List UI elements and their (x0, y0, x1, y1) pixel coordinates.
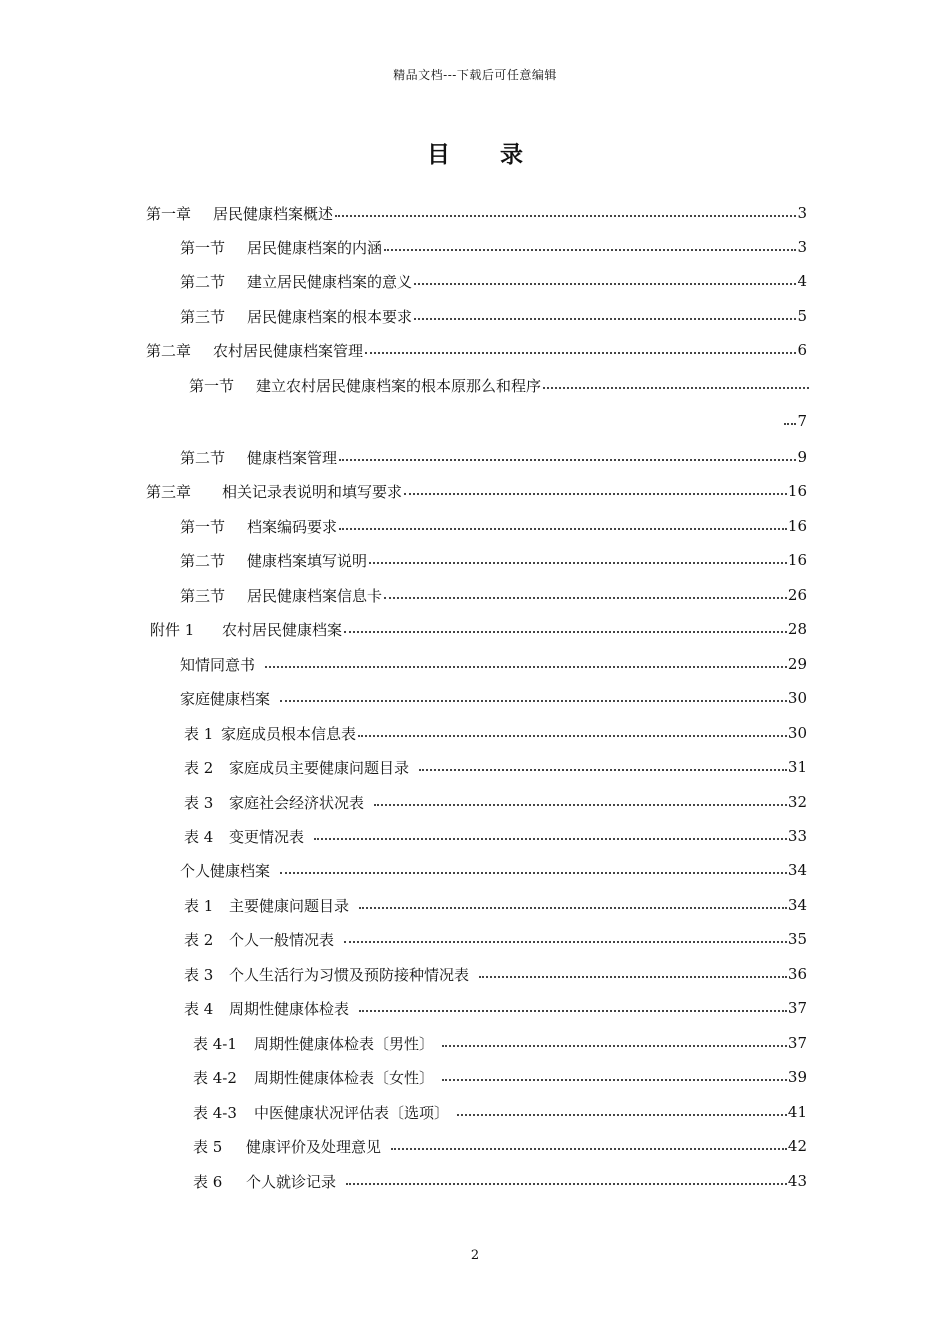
leader-dots (784, 423, 796, 425)
leader-dots (344, 631, 787, 633)
leader-dots (359, 907, 787, 909)
leader-dots (457, 1114, 787, 1116)
toc-entry-title: 家庭成员主要健康问题目录 (229, 758, 410, 777)
toc-entry[interactable] (184, 755, 807, 779)
toc-entry-title: 周期性健康体检表〔女性〕 (254, 1068, 435, 1087)
leader-dots (404, 493, 787, 495)
toc-entry-number: 表 6 (193, 1172, 223, 1191)
toc-entry-page: 34 (787, 861, 807, 879)
toc-entry-page: 7 (797, 412, 807, 430)
toc-entry-title: 周期性健康体检表 (229, 999, 350, 1018)
leader-dots (391, 1148, 787, 1150)
toc-entry-page: 30 (787, 724, 807, 742)
leader-dots (414, 283, 796, 285)
title-char-1: 目 (427, 141, 450, 168)
toc-entry-number: 表 5 (193, 1137, 223, 1156)
toc-entry[interactable] (193, 1134, 807, 1158)
leader-dots (339, 528, 787, 530)
toc-entry-number: 第二章 (146, 341, 192, 360)
toc-entry[interactable] (146, 338, 807, 362)
toc-entry-page: 5 (797, 307, 807, 325)
toc-entry-title: 家庭成员根本信息表 (221, 724, 357, 743)
toc-entry-page: 3 (797, 238, 807, 256)
toc-entry-title: 农村居民健康档案 (222, 620, 343, 639)
leader-dots (358, 735, 787, 737)
leader-dots (442, 1045, 787, 1047)
toc-entry-title: 家庭健康档案 (180, 689, 271, 708)
toc-entry-page: 16 (787, 551, 807, 569)
toc-entry-number: 附件 1 (150, 620, 195, 639)
toc-entry-title: 建立农村居民健康档案的根本原那么和程序 (256, 376, 542, 395)
leader-dots (339, 459, 796, 461)
toc-entry-page: 29 (787, 655, 807, 673)
leader-dots (442, 1079, 787, 1081)
toc-entry-number: 第一节 (189, 376, 235, 395)
leader-dots (335, 215, 796, 217)
toc-entry-page: 34 (787, 896, 807, 914)
leader-dots (543, 387, 809, 389)
toc-entry-title: 居民健康档案的根本要求 (247, 307, 413, 326)
leader-dots (414, 318, 796, 320)
toc-entry-page: 30 (787, 689, 807, 707)
toc-entry-number: 表 2 (184, 758, 214, 777)
toc-entry[interactable] (193, 1065, 807, 1089)
leader-dots (384, 597, 787, 599)
toc-entry[interactable] (180, 652, 807, 676)
toc-entry[interactable] (180, 269, 807, 293)
toc-entry-title: 居民健康档案信息卡 (247, 586, 383, 605)
toc-entry-page: 36 (787, 965, 807, 983)
toc-entry-title: 个人生活行为习惯及预防接种情况表 (229, 965, 470, 984)
toc-entry-page: 39 (787, 1068, 807, 1086)
toc-entry-page: 41 (787, 1103, 807, 1121)
toc-entry-title: 健康档案管理 (247, 448, 338, 467)
toc-entry-page: 26 (787, 586, 807, 604)
leader-dots (419, 769, 787, 771)
toc-entry-number: 表 4 (184, 999, 214, 1018)
toc-entry[interactable] (184, 893, 807, 917)
leader-dots (479, 976, 787, 978)
toc-entry[interactable] (184, 962, 807, 986)
toc-entry-number: 第三章 (146, 482, 192, 501)
toc-entry[interactable] (184, 790, 807, 814)
toc-entry-number: 第二节 (180, 551, 226, 570)
toc-entry-title: 个人健康档案 (180, 861, 271, 880)
page-number: 2 (470, 1248, 480, 1263)
toc-entry[interactable] (180, 304, 807, 328)
toc-entry-number: 表 3 (184, 965, 214, 984)
toc-entry-title: 主要健康问题目录 (229, 896, 350, 915)
toc-entry-title: 个人一般情况表 (229, 930, 335, 949)
toc-entry-number: 第一章 (146, 204, 192, 223)
toc-entry-number: 表 3 (184, 793, 214, 812)
leader-dots (314, 838, 787, 840)
page-header: 精品文档---下载后可任意编辑 (393, 68, 557, 82)
toc-entry-title: 农村居民健康档案管理 (213, 341, 364, 360)
toc-entry[interactable] (180, 445, 807, 469)
toc-entry-number: 表 4-3 (193, 1103, 237, 1122)
toc-entry-page: 9 (797, 448, 807, 466)
toc-entry-page: 42 (787, 1137, 807, 1155)
toc-entry-number: 表 1 (184, 896, 214, 915)
toc-entry-continuation[interactable] (782, 409, 807, 433)
toc-entry[interactable] (180, 583, 807, 607)
toc-entry[interactable] (193, 1169, 807, 1193)
toc-entry-title: 健康档案填写说明 (247, 551, 368, 570)
toc-entry-title: 变更情况表 (229, 827, 305, 846)
toc-entry-title: 居民健康档案的内涵 (247, 238, 383, 257)
leader-dots (346, 1183, 787, 1185)
toc-entry-page: 6 (797, 341, 807, 359)
toc-entry[interactable] (184, 927, 807, 951)
toc-entry[interactable] (193, 1100, 807, 1124)
toc-entry[interactable] (146, 201, 807, 225)
toc-entry[interactable] (180, 548, 807, 572)
toc-entry-number: 第三节 (180, 586, 226, 605)
toc-entry-title: 个人就诊记录 (246, 1172, 337, 1191)
toc-entry-title: 建立居民健康档案的意义 (247, 272, 413, 291)
toc-entry-title: 相关记录表说明和填写要求 (222, 482, 403, 501)
leader-dots (344, 941, 787, 943)
toc-entry-number: 表 1 (184, 724, 214, 743)
leader-dots (384, 249, 796, 251)
toc-entry-page: 16 (787, 482, 807, 500)
toc-entry[interactable] (184, 996, 807, 1020)
leader-dots (369, 562, 787, 564)
toc-entry-number: 第一节 (180, 238, 226, 257)
toc-entry[interactable] (184, 824, 807, 848)
toc-entry-title: 健康评价及处理意见 (246, 1137, 382, 1156)
toc-entry-page: 32 (787, 793, 807, 811)
toc-entry-number: 第二节 (180, 448, 226, 467)
leader-dots (359, 1010, 787, 1012)
toc-entry-page: 33 (787, 827, 807, 845)
toc-entry-page: 4 (797, 272, 807, 290)
leader-dots (280, 872, 787, 874)
toc-entry[interactable] (150, 617, 807, 641)
toc-entry-number: 第二节 (180, 272, 226, 291)
toc-entry-number: 第一节 (180, 517, 226, 536)
toc-entry[interactable] (180, 686, 807, 710)
toc-entry-number: 表 4-2 (193, 1068, 237, 1087)
toc-entry-number: 第三节 (180, 307, 226, 326)
toc-entry-title: 中医健康状况评估表〔选项〕 (254, 1103, 450, 1122)
toc-entry-title: 居民健康档案概述 (213, 204, 334, 223)
toc-entry-page: 31 (787, 758, 807, 776)
toc-entry-number: 表 2 (184, 930, 214, 949)
toc-entry-title: 家庭社会经济状况表 (229, 793, 365, 812)
toc-entry-page: 43 (787, 1172, 807, 1190)
toc-entry-title: 周期性健康体检表〔男性〕 (254, 1034, 435, 1053)
toc-entry-title: 档案编码要求 (247, 517, 338, 536)
toc-entry-page: 35 (787, 930, 807, 948)
toc-entry[interactable] (184, 721, 807, 745)
toc-entry[interactable] (180, 235, 807, 259)
toc-entry-page: 37 (787, 999, 807, 1017)
title-char-2: 录 (500, 141, 523, 168)
leader-dots (365, 352, 796, 354)
toc-entry-page: 3 (797, 204, 807, 222)
toc-entry-title: 知情同意书 (180, 655, 256, 674)
toc-entry-page: 28 (787, 620, 807, 638)
toc-entry[interactable] (180, 514, 807, 538)
leader-dots (265, 666, 787, 668)
toc-entry[interactable] (193, 1031, 807, 1055)
toc-entry[interactable] (189, 373, 810, 397)
toc-entry-page: 37 (787, 1034, 807, 1052)
toc-entry-number: 表 4-1 (193, 1034, 237, 1053)
toc-entry-page: 16 (787, 517, 807, 535)
toc-entry[interactable] (146, 479, 807, 503)
toc-entry-number: 表 4 (184, 827, 214, 846)
toc-entry[interactable] (180, 858, 807, 882)
leader-dots (374, 804, 787, 806)
leader-dots (280, 700, 787, 702)
